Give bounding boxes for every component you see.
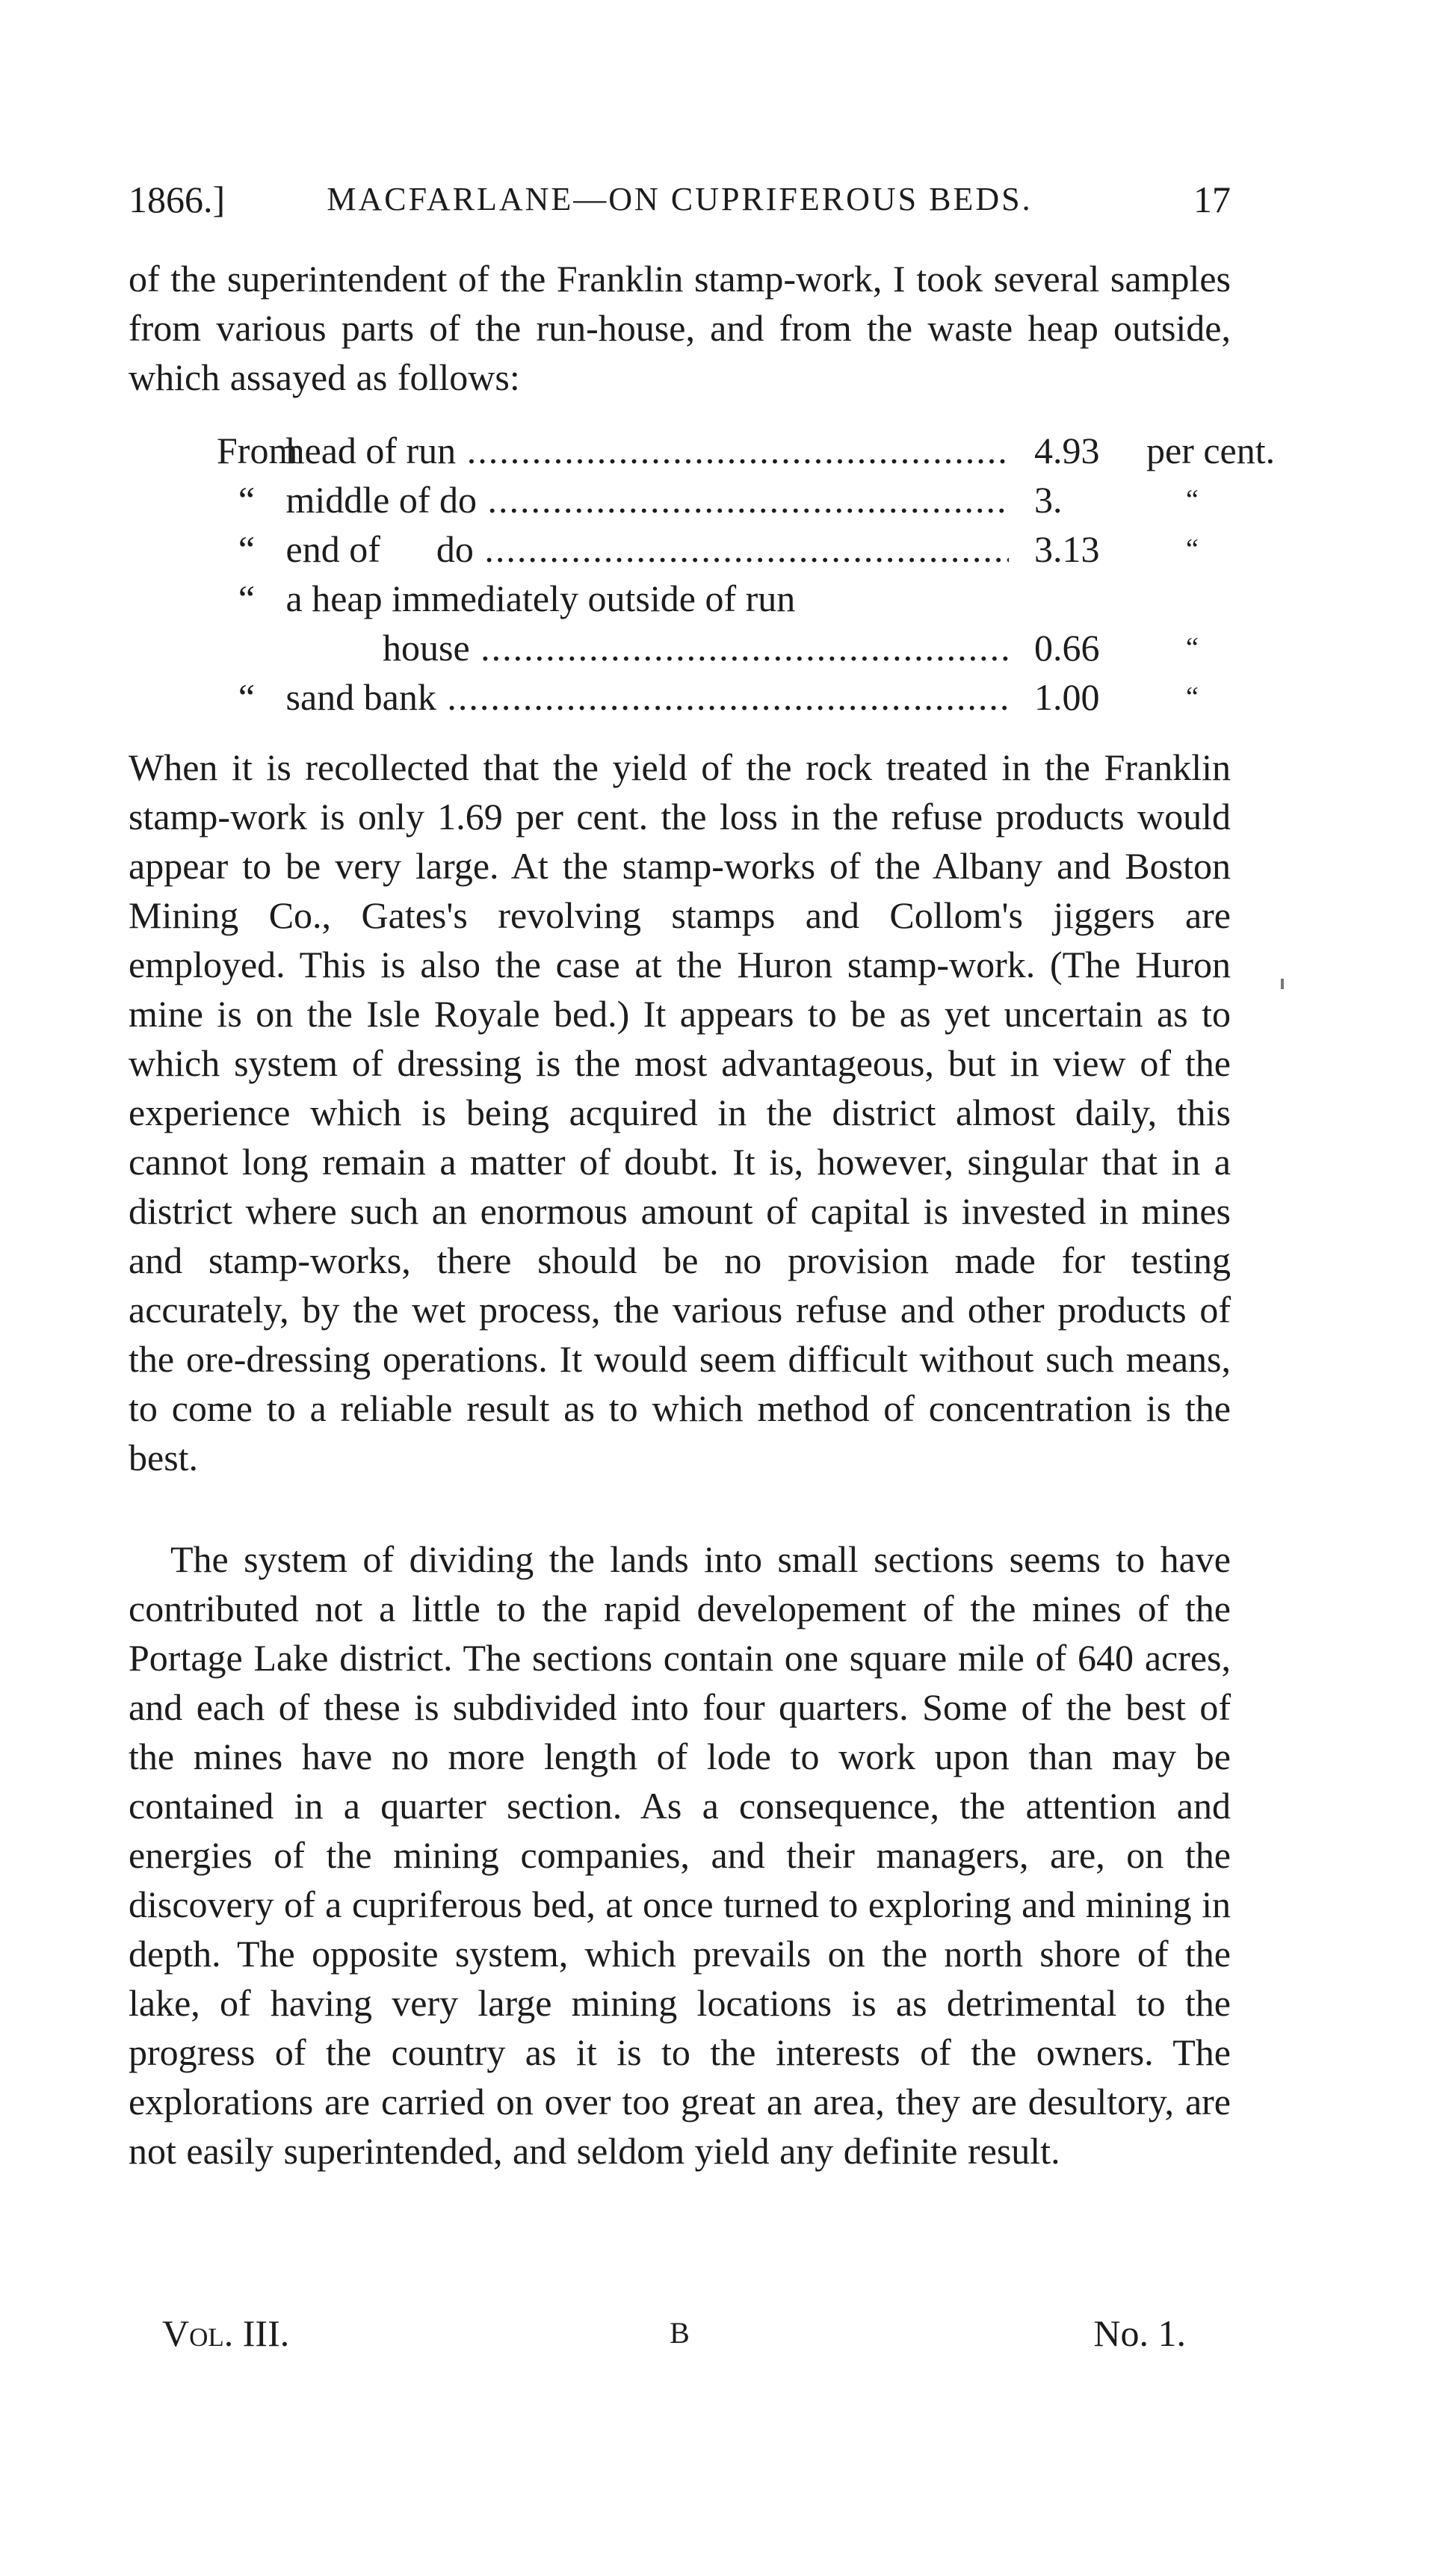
- page-footer: [129, 2307, 1231, 2359]
- assay-row: [129, 475, 1231, 524]
- paragraph-three-text: The system of dividing the lands into small sections seems to have contributed not a little to the rapid developement of the mines of the Portage Lake district. The sections contain one square mile of 640 acres, and each of these is subdivided into four quarters. Some of the best of the mines have no more length of lode to work upon than may be contained in a quarter section. As a consequence, the attention and energies of the mining companies, and their managers, are, on the discovery of a cupriferous bed, at once turned to exploring and mining in depth. The opposite system, which prevails on the north shore of the lake, of having very large mining locations is as detrimental to the progress of the country as it is to the interests of the owners. The explorations are carried on over too great an area, they are desultory, are not easily superintended, and seldom yield any definite result.: [129, 1538, 1231, 2172]
- assay-row-unit: “: [1186, 632, 1199, 663]
- assay-row: [129, 574, 1231, 623]
- intro-paragraph-text: of the superintendent of the Franklin stamp-work, I took several samples from various parts of the run-house, and from the waste heap outside, which assayed as follows:: [129, 258, 1231, 398]
- assay-row-unit: “: [1186, 484, 1199, 515]
- assay-row: [129, 524, 1231, 574]
- running-header: [129, 173, 1231, 226]
- assay-row-label: From head of run .....: [217, 426, 1009, 475]
- print-speck: [1281, 979, 1284, 989]
- assay-row-value: 1.00: [1034, 676, 1100, 718]
- assay-table: [129, 426, 1276, 722]
- assay-row-value: 3.13: [1034, 528, 1100, 570]
- header-title: MACFARLANE—ON CUPRIFEROUS BEDS.: [327, 181, 1033, 217]
- assay-row: [129, 672, 1231, 722]
- assay-row-prefix: “: [238, 479, 256, 521]
- assay-row-value: 0.66: [1034, 627, 1100, 669]
- assay-row: [129, 426, 1276, 475]
- assay-row-value: 4.93: [1034, 430, 1100, 471]
- header-year: 1866.]: [129, 179, 226, 220]
- intro-paragraph: [129, 254, 1231, 402]
- assay-row-label: “ a heap immediately outside of run: [217, 574, 1009, 623]
- footer-number: No. 1.: [1093, 2312, 1186, 2354]
- assay-row-value: 3.: [1034, 479, 1063, 521]
- assay-row-prefix: “: [238, 676, 256, 718]
- assay-row-unit: “: [1186, 533, 1199, 565]
- footer-volume: Vol. III.: [162, 2312, 290, 2354]
- header-page-number: 17: [1193, 179, 1231, 220]
- footer-signature-mark: B: [670, 2316, 690, 2350]
- assay-row-prefix: From: [217, 430, 298, 471]
- paragraph-two-text: When it is recollected that the yield of the rock treated in the Franklin stamp-work is only 1.69 per cent. the loss in the refuse products would appear to be very large. At the stamp-works of the Albany and Boston Mining Co., Gates's revolving stamps and Collom's jiggers are employed. This is also the case at the Huron stamp-work. (The Huron mine is on the Isle Royale bed.) It appears to be as yet uncertain as to which system of dressing is the most advantageous, but in view of the experience which is being acquired in the district almost daily, this cannot long remain a matter of doubt. It is, however, singular that in a district where such an enormous amount of capital is invested in mines and stamp-works, there should be no provision made for testing accurately, by the wet process, the various refuse and other products of the ore-dressing operations. It would seem difficult without such means, to come to a reliable result as to which method of concentration is the best.: [129, 746, 1231, 1479]
- assay-row-label: “ sand bank .....: [217, 672, 1009, 722]
- paragraph-three: [129, 1535, 1231, 2176]
- assay-row-label: “ end of do .....: [217, 524, 1009, 574]
- assay-row-label: “ middle of do .....: [217, 475, 1009, 524]
- assay-row-label: house .....: [383, 623, 1009, 672]
- assay-row-prefix: “: [238, 578, 256, 619]
- assay-row-prefix: “: [238, 528, 256, 570]
- paragraph-two: [129, 743, 1231, 1482]
- assay-row-unit: “: [1186, 681, 1199, 713]
- assay-row-unit: per cent.: [1146, 430, 1276, 471]
- assay-row: [129, 623, 1231, 672]
